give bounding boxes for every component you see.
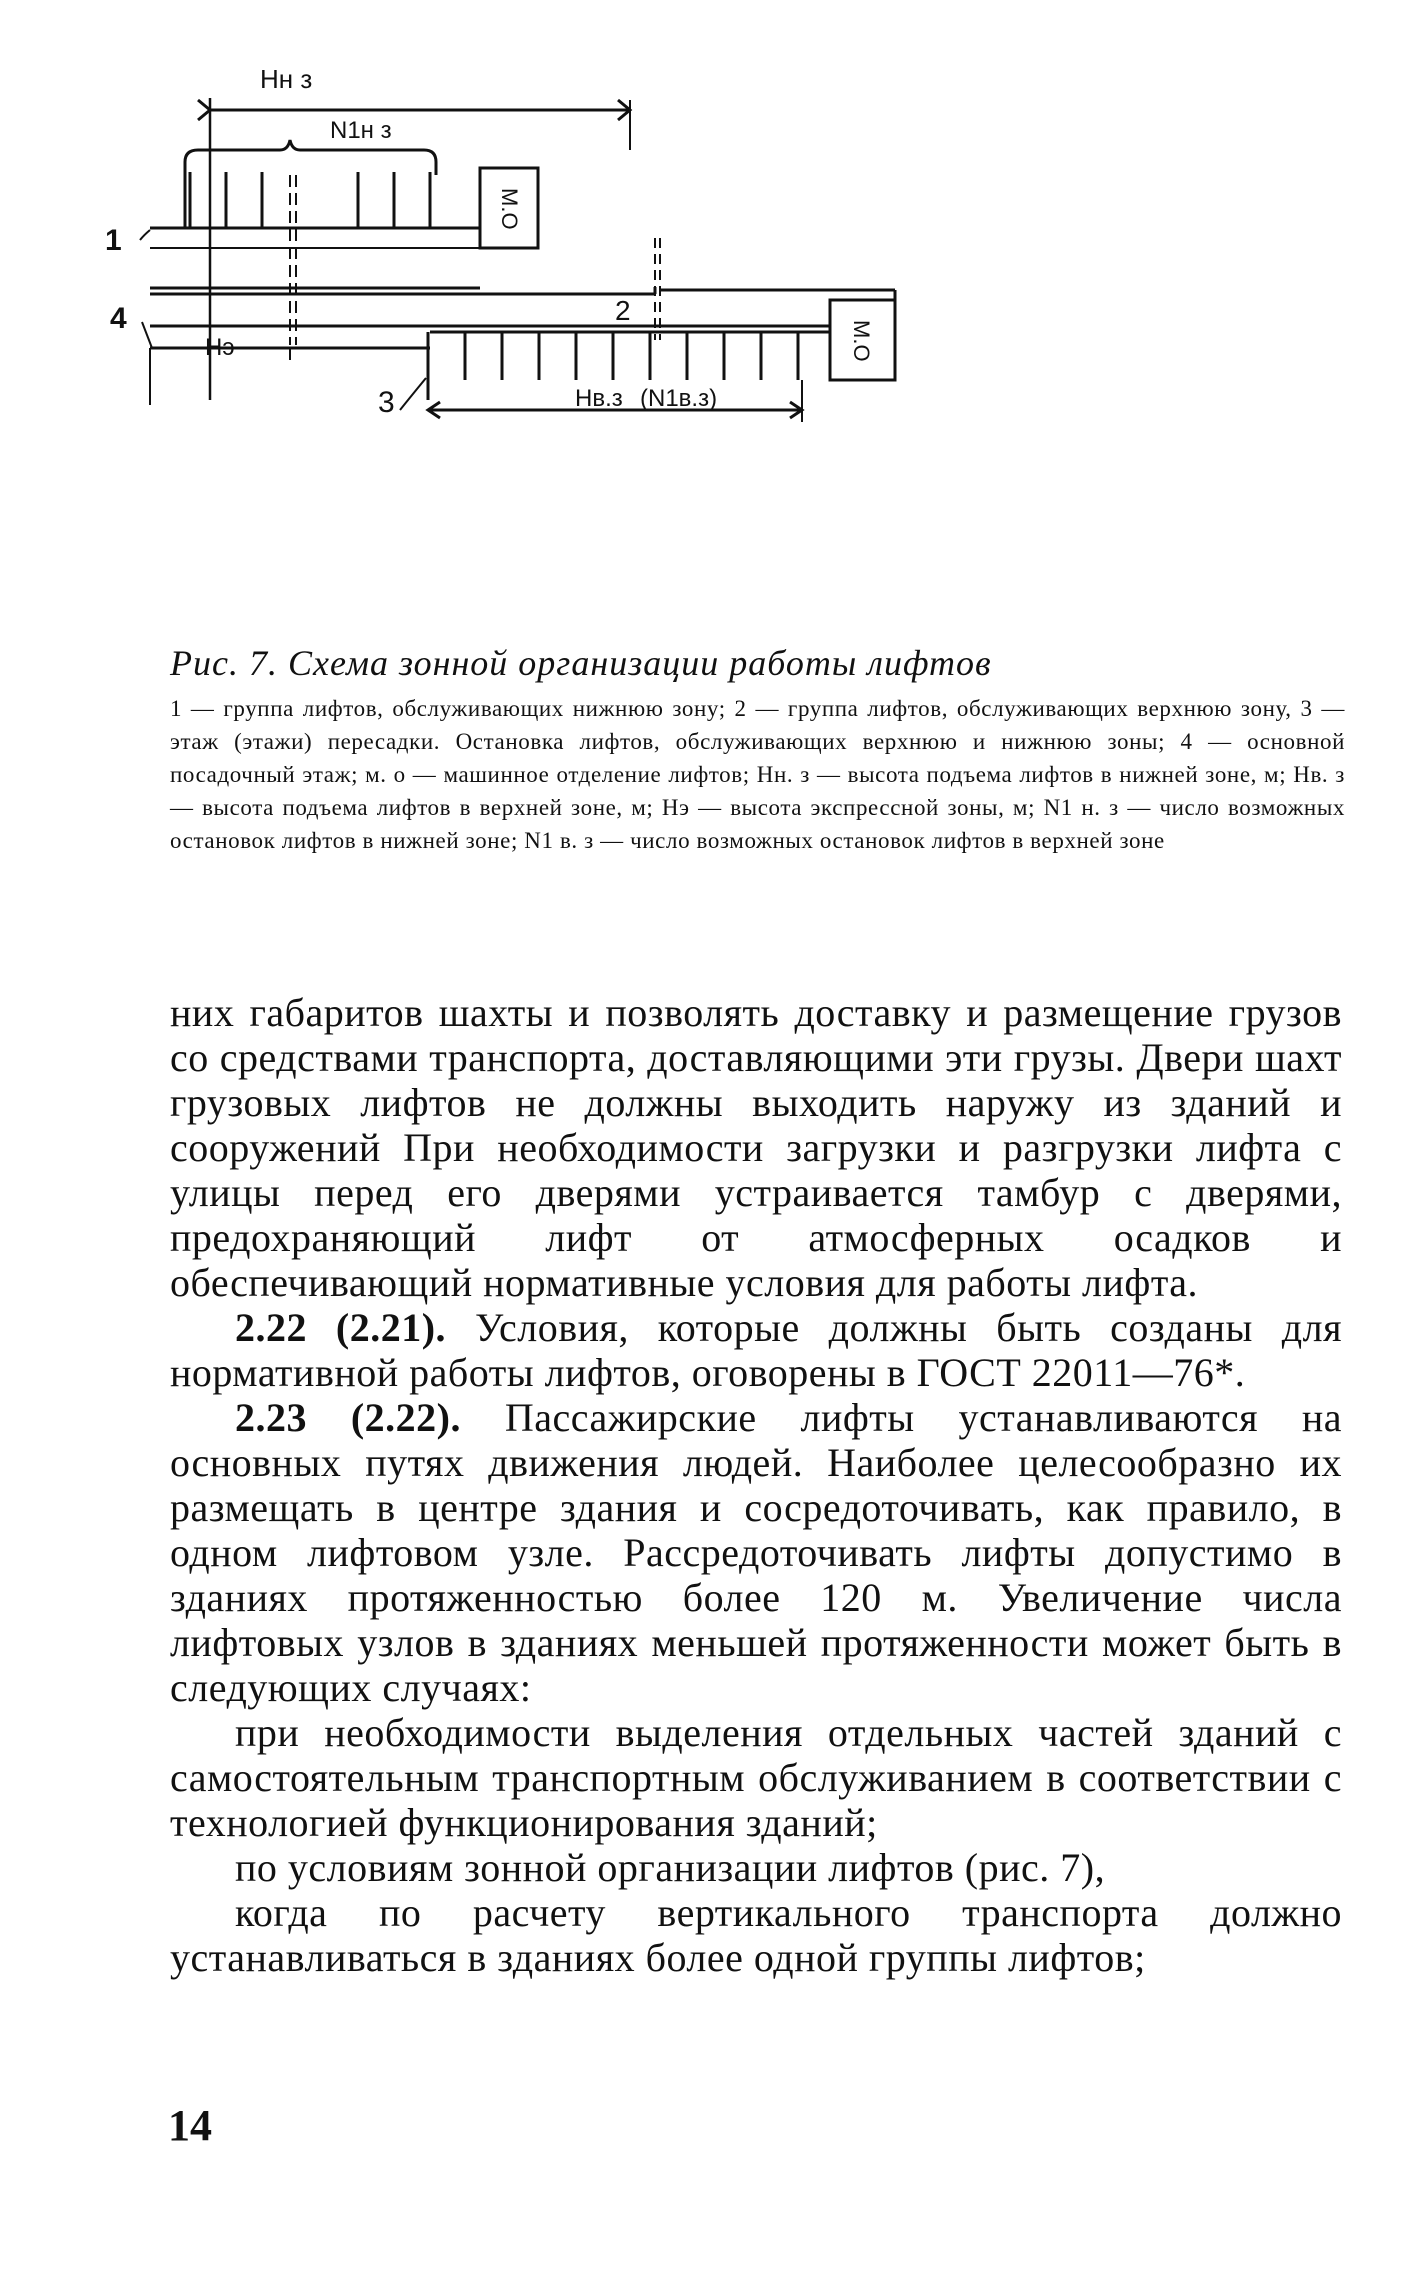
list-item-zone-organization: по условиям зонной организации лифтов (рис. 7), bbox=[235, 1845, 1106, 1890]
paragraph-cargo-shafts: них габаритов шахты и позволять доставку и размещение грузов со средствами транспорта, доставляющими эти грузы. Двери шахт грузовых лифтов не должны выходить наружу из зданий и сооружений При необходимости загрузки и разгрузки лифта с улицы перед его дверями устраивается тамбур с дверями, предохраняющий лифт от атмосферных осадков и обеспечивающий нормативные условия для работы лифта. bbox=[170, 990, 1342, 1305]
label-group1: 1 bbox=[105, 224, 122, 257]
figure-legend: 1 — группа лифтов, обслуживающих нижнюю зону; 2 — группа лифтов, обслуживающих верхнюю зону, 3 — этаж (этажи) пересадки. Остановка лифтов, обслуживающих верхнюю и нижнюю зоны; 4 — основной посадочный этаж; м. о — машинное отделение лифтов; Hн. з — высота подъема лифтов в нижней зоне, м; Hв. з — высота подъема лифтов в верхней зоне, м; Hэ — высота экспрессной зоны, м; N1 н. з — число возможных остановок лифтов в нижней зоне; N1 в. з — число возможных остановок лифтов в верхней зоне bbox=[170, 696, 1345, 853]
paragraph-2-23 bbox=[170, 1395, 1342, 1710]
label-n1nz: N1н з bbox=[330, 117, 392, 144]
label-hvz: Hв.з bbox=[575, 385, 623, 412]
label-main-floor: 4 bbox=[110, 302, 127, 335]
label-group2: 2 bbox=[615, 295, 631, 326]
n1nz-bracket bbox=[185, 140, 436, 228]
leader-group1 bbox=[140, 230, 150, 240]
leader-transfer-floor bbox=[400, 378, 426, 410]
paragraph-2-22 bbox=[170, 1305, 1342, 1395]
list-item-more-groups: когда по расчету вертикального транспорта должно устанавливаться в зданиях более одной группы лифтов; bbox=[170, 1890, 1342, 1980]
dimension-arrow bbox=[198, 100, 210, 120]
lower-zone-elevators bbox=[190, 172, 430, 228]
zoning-diagram-svg bbox=[105, 64, 1350, 640]
figure-caption-title: Рис. 7. Схема зонной организации работы лифтов bbox=[170, 643, 992, 683]
label-transfer-floor: 3 bbox=[378, 386, 395, 419]
label-machine-room-upper: М.О bbox=[497, 188, 522, 230]
label-he: Hэ bbox=[205, 334, 235, 361]
label-machine-room-lower: М.О bbox=[849, 320, 874, 362]
zoning-diagram bbox=[105, 64, 1350, 640]
clause-text: Условия, которые должны быть созданы для нормативной работы лифтов, оговорены в ГОСТ 22011—76*. bbox=[170, 1305, 1343, 1395]
label-hnz: Hн з bbox=[260, 64, 313, 94]
page-number: 14 bbox=[168, 2101, 212, 2150]
clause-number: 2.22 (2.21). bbox=[235, 1305, 447, 1350]
body-text bbox=[170, 990, 1342, 1980]
label-n1vz: (N1в.з) bbox=[640, 385, 718, 412]
clause-text: Пассажирские лифты устанавливаются на основных путях движения людей. Наиболее целесообразно их размещать в центре здания и сосредоточивать, как правило, в одном лифтовом узле. Рассредоточивать лифты допустимо в зданиях протяженностью более 120 м. Увеличение числа лифтовых узлов в зданиях меньшей протяженности может быть в следующих случаях: bbox=[170, 1395, 1343, 1710]
list-item-separate-parts: при необходимости выделения отдельных частей зданий с самостоятельным транспортным обслуживанием в соответствии с технологией функционирования зданий; bbox=[170, 1710, 1342, 1845]
clause-number: 2.23 (2.22). bbox=[235, 1395, 462, 1440]
